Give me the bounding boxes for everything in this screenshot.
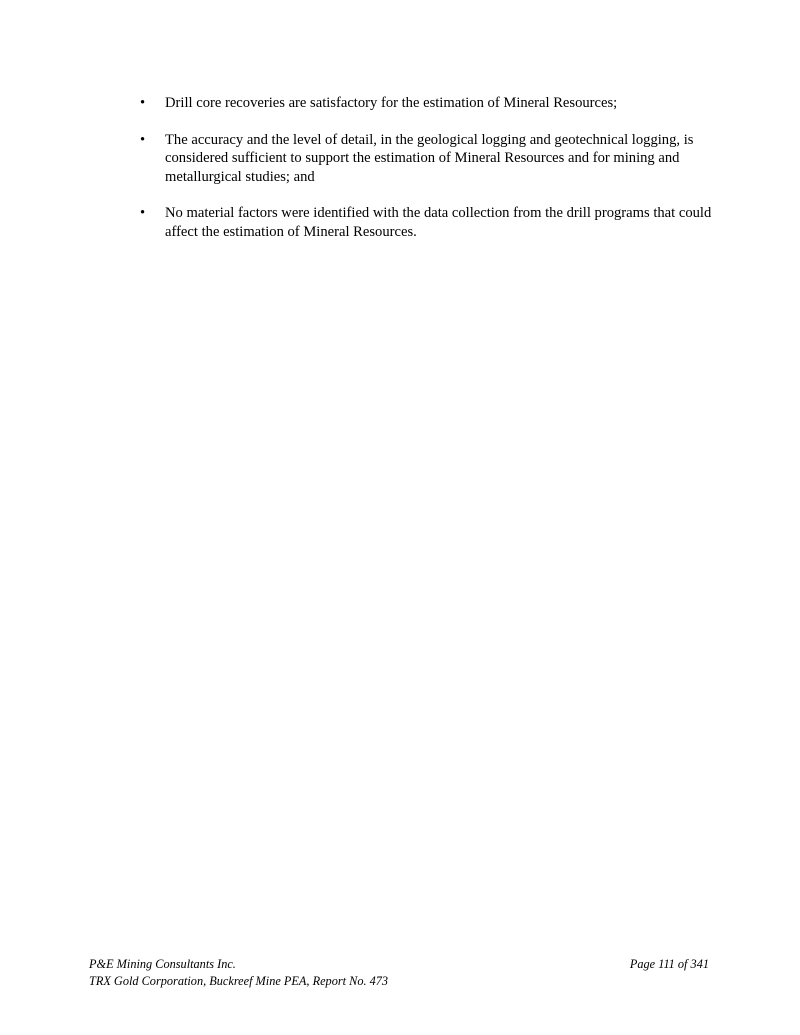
bullet-list [140,94,712,259]
bullet-item [140,131,712,187]
bullet-item [140,204,712,241]
bullet-icon: • [140,205,146,221]
footer-row-bottom [89,973,709,990]
bullet-text: No material factors were identified with the data collection from the drill programs that could affect the estimation of Mineral Resources. [165,205,712,240]
bullet-text: The accuracy and the level of detail, in the geological logging and geotechnical logging, is considered sufficient to support the estimation of Mineral Resources and for mining and metallurgical studies; and [165,131,694,185]
bullet-icon: • [140,131,146,148]
bullet-item [140,94,712,113]
page-footer [89,956,709,989]
footer-page-number: Page 111 of 341 [629,957,709,971]
footer-company: P&E Mining Consultants Inc. [89,957,236,971]
bullet-text: Drill core recoveries are satisfactory for the estimation of Mineral Resources; [165,95,618,111]
bullet-icon: • [140,95,146,111]
footer-report: TRX Gold Corporation, Buckreef Mine PEA, Report No. 473 [89,973,389,988]
footer-row-top [89,956,709,973]
